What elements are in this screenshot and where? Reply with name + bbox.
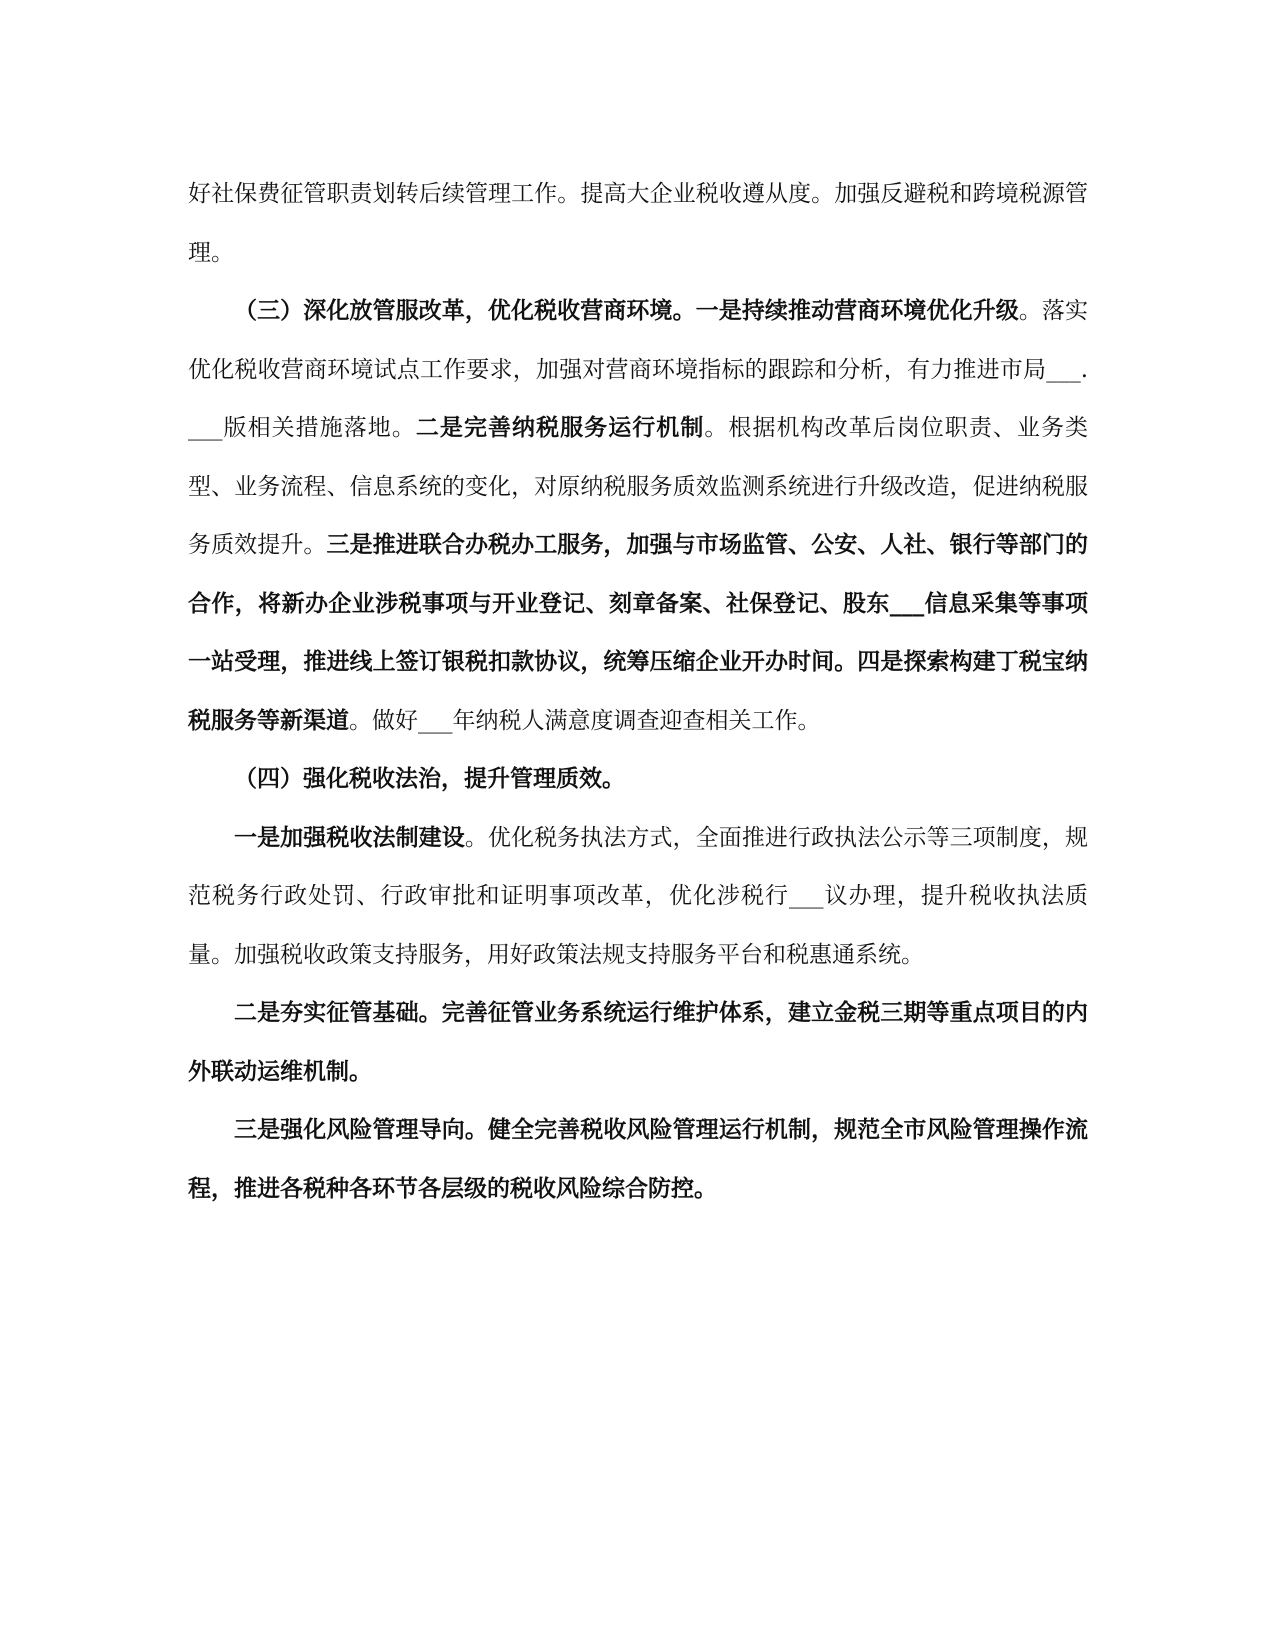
paragraph-social-security-transfer (188, 165, 1088, 282)
bold-phrase: 一是加强税收法制建设 (234, 823, 465, 851)
text-segment: 好社保费征管职责划转后续管理工作。提高大企业税收遵从度。加强反避税和跨境税源管理。 (188, 181, 1088, 266)
bold-phrase: 三是推进联合办税办工服务，加强与市场监管、公安、人社、银行等部门的合作，将新办企业涉税事项与开业登记、刻章备案、社保登记、股东___信息采集等事项一站受理，推进线上签订银税扣款协议，统筹压缩企业开办时间。四是探索构建丁税宝纳税服务等新渠道 (188, 531, 1089, 734)
text-segment: 。优化税务执法方式，全面推进行政执法公示等三项制度，规范税务行政处罚、行政审批和证明事项改革，优化涉税行___议办理，提升税收执法质量。加强税收政策支持服务，用好政策法规支持服务平台和税惠通系统。 (188, 824, 1089, 968)
paragraph-section-four-heading (188, 750, 1088, 809)
bold-phrase: 二是夯实征管基础。完善征管业务系统运行维护体系，建立金税三期等重点项目的内外联动运维机制。 (188, 999, 1088, 1085)
document-body (188, 165, 1088, 1218)
text-segment: 。落实优化税收营商环境试点工作要求，加强对营商环境指标的跟踪和分析，有力推进市局___.___版相关措施落地。 (188, 298, 1089, 441)
text-segment: 。根据机构改革后岗位职责、业务类型、业务流程、信息系统的变化，对原纳税服务质效监测系统进行升级改造，促进纳税服务质效提升。 (188, 415, 1089, 558)
text-segment: 。做好___年纳税人满意度调查迎查相关工作。 (349, 707, 821, 734)
bold-phrase: 三是强化风险管理导向。健全完善税收风险管理运行机制，规范全市风险管理操作流程，推进各税种各环节各层级的税收风险综合防控。 (188, 1116, 1088, 1202)
bold-phrase: 二是完善纳税服务运行机制 (415, 414, 705, 441)
paragraph-legal-construction (188, 809, 1088, 985)
paragraph-collection-foundation (188, 984, 1088, 1101)
paragraph-risk-management (188, 1101, 1088, 1218)
section-four-heading: （四）强化税收法治，提升管理质效。 (234, 765, 625, 792)
section-three-heading: （三）深化放管服改革，优化税收营商环境。一是持续推动营商环境优化升级 (234, 297, 1019, 324)
paragraph-section-three (188, 282, 1088, 750)
